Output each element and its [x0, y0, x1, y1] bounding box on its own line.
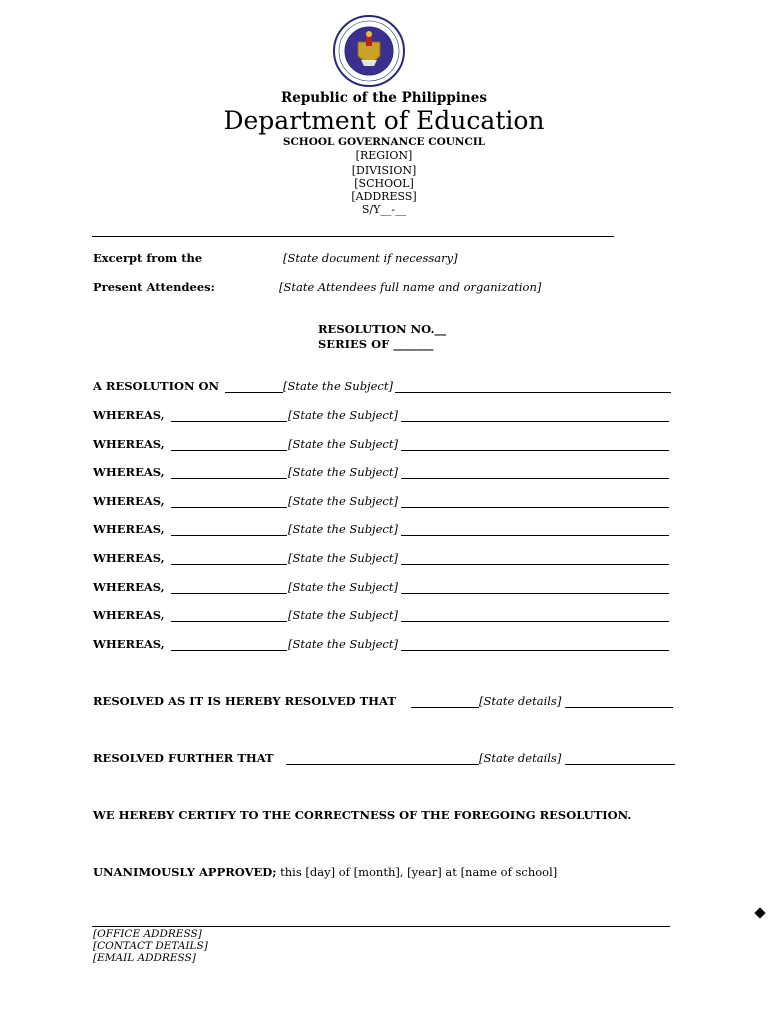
- whereas-underline-right: [401, 650, 669, 651]
- whereas-row: [93, 408, 671, 424]
- resolution-subject-underline: [225, 392, 283, 393]
- resolved-value: [State details]: [479, 694, 562, 708]
- resolution-subject-label: A RESOLUTION ON: [93, 379, 220, 393]
- whereas-underline-left: [171, 507, 287, 508]
- whereas-row: [93, 494, 671, 510]
- footer-contact-details: [CONTACT DETAILS]: [93, 940, 208, 952]
- whereas-label: WHEREAS,: [93, 522, 165, 537]
- department-title: Department of Education: [223, 106, 545, 135]
- resolved-further-row: [93, 751, 675, 767]
- whereas-row: [93, 465, 671, 481]
- resolved-label: RESOLVED AS IT IS HEREBY RESOLVED THAT: [93, 694, 396, 708]
- whereas-underline-left: [171, 421, 287, 422]
- approval-line: [93, 865, 557, 879]
- whereas-underline-left: [171, 621, 287, 622]
- attendees-value: [State Attendees full name and organization]: [279, 280, 542, 294]
- whereas-label: WHEREAS,: [93, 465, 165, 480]
- footer-divider: [92, 926, 670, 927]
- whereas-value: [State the Subject]: [288, 465, 398, 480]
- resolved-further-label: RESOLVED FURTHER THAT: [93, 751, 274, 765]
- whereas-value: [State the Subject]: [288, 636, 398, 651]
- whereas-underline-left: [171, 450, 287, 451]
- whereas-underline-left: [171, 535, 287, 536]
- whereas-value: [State the Subject]: [288, 408, 398, 422]
- whereas-underline-right: [401, 421, 669, 422]
- attendees-label: Present Attendees:: [93, 280, 215, 294]
- council-heading: SCHOOL GOVERNANCE COUNCIL: [282, 136, 486, 148]
- whereas-label: WHEREAS,: [93, 408, 165, 422]
- whereas-value: [State the Subject]: [288, 608, 398, 623]
- resolution-subject-underline-right: [395, 392, 671, 393]
- whereas-row: [93, 580, 671, 596]
- whereas-underline-left: [171, 650, 287, 651]
- whereas-underline-right: [401, 507, 669, 508]
- excerpt-label: Excerpt from the: [93, 251, 203, 265]
- whereas-row: [93, 522, 671, 538]
- resolved-further-underline-right: [565, 764, 675, 765]
- header-divider: [92, 236, 614, 237]
- whereas-underline-right: [401, 535, 669, 536]
- whereas-label: WHEREAS,: [93, 636, 165, 651]
- whereas-label: WHEREAS,: [93, 551, 165, 565]
- resolved-row: [93, 694, 675, 710]
- division-placeholder: [DIVISION]: [351, 164, 417, 177]
- whereas-underline-right: [401, 564, 669, 565]
- whereas-underline-right: [401, 450, 669, 451]
- whereas-value: [State the Subject]: [288, 579, 398, 594]
- footer-office-address: [OFFICE ADDRESS]: [93, 928, 202, 940]
- certification-statement: WE HEREBY CERTIFY TO THE CORRECTNESS OF THE FOREGOING RESOLUTION.: [93, 808, 632, 822]
- resolved-further-value: [State details]: [479, 751, 562, 765]
- school-year: S/Y__-__: [361, 203, 407, 216]
- whereas-row: [93, 551, 671, 567]
- resolved-underline-left: [411, 707, 479, 708]
- school-placeholder: [SCHOOL]: [354, 177, 414, 190]
- resolved-further-underline-left: [286, 764, 479, 765]
- republic-heading: Republic of the Philippines: [281, 90, 487, 106]
- resolution-number: RESOLUTION NO.__: [318, 322, 446, 336]
- whereas-row: [93, 437, 671, 453]
- region-placeholder: [REGION]: [355, 149, 413, 162]
- deped-seal: [332, 14, 406, 88]
- excerpt-value: [State document if necessary]: [283, 251, 458, 265]
- whereas-value: [State the Subject]: [288, 436, 398, 451]
- footer-email-address: [EMAIL ADDRESS]: [93, 952, 196, 964]
- whereas-value: [State the Subject]: [288, 522, 398, 537]
- deped-seal-graphic: [332, 14, 406, 88]
- whereas-label: WHEREAS,: [93, 436, 165, 451]
- whereas-row: [93, 608, 671, 624]
- resolution-subject-value: [State the Subject]: [283, 379, 393, 393]
- diamond-marker-icon: [754, 907, 765, 918]
- whereas-underline-left: [171, 478, 287, 479]
- whereas-underline-left: [171, 564, 287, 565]
- approval-label: UNANIMOUSLY APPROVED;: [93, 865, 277, 879]
- whereas-underline-right: [401, 478, 669, 479]
- whereas-value: [State the Subject]: [288, 551, 398, 565]
- approval-text: this [day] of [month], [year] at [name of school]: [280, 865, 558, 879]
- whereas-underline-right: [401, 621, 669, 622]
- resolved-underline-right: [565, 707, 673, 708]
- address-placeholder: [ADDRESS]: [351, 190, 417, 203]
- whereas-underline-right: [401, 593, 669, 594]
- whereas-label: WHEREAS,: [93, 608, 165, 623]
- resolution-subject-row: [93, 379, 671, 395]
- whereas-row: [93, 637, 671, 653]
- whereas-value: [State the Subject]: [288, 493, 398, 508]
- resolution-series: SERIES OF _______: [318, 337, 434, 351]
- whereas-underline-left: [171, 593, 287, 594]
- whereas-label: WHEREAS,: [93, 493, 165, 508]
- whereas-label: WHEREAS,: [93, 579, 165, 594]
